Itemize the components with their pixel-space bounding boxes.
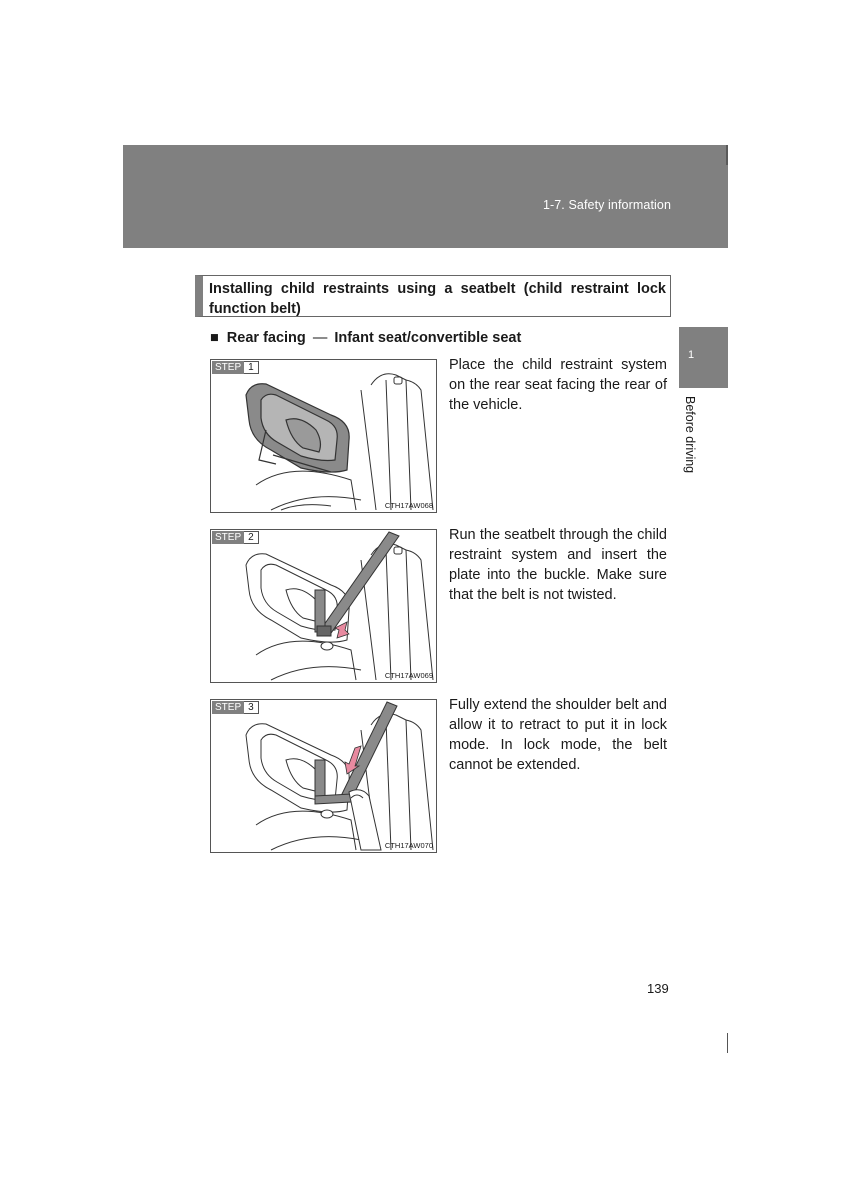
step-badge bbox=[212, 701, 259, 714]
page-rule bbox=[727, 1033, 728, 1053]
figure-code: CTH17AW070 bbox=[384, 841, 433, 850]
child-seat-lock-illustration bbox=[211, 700, 437, 853]
step-word: STEP bbox=[212, 701, 244, 714]
header-band bbox=[123, 145, 728, 248]
figure-code: CTH17AW068 bbox=[384, 501, 433, 510]
subheading bbox=[210, 330, 521, 346]
subheading-dash: — bbox=[312, 330, 328, 346]
page-number: 139 bbox=[647, 981, 669, 996]
step-1-figure bbox=[210, 359, 437, 513]
section-label: 1-7. Safety information bbox=[542, 198, 671, 212]
subheading-part1: Rear facing bbox=[226, 330, 306, 346]
step-number: 1 bbox=[244, 361, 259, 374]
step-badge bbox=[212, 531, 259, 544]
chapter-number: 1 bbox=[688, 349, 695, 361]
step-word: STEP bbox=[212, 361, 244, 374]
section-title: Installing child restraints using a seatbelt (child restraint lock function belt) bbox=[195, 275, 671, 317]
step-2-text: Run the seatbelt through the child restraint system and insert the plate into the buckle. Make sure that the belt is not twisted. bbox=[449, 527, 667, 603]
step-3-figure bbox=[210, 699, 437, 853]
header-tick bbox=[726, 145, 728, 165]
figure-code: CTH17AW069 bbox=[384, 671, 433, 680]
step-number: 3 bbox=[244, 701, 259, 714]
subheading-part2: Infant seat/convertible seat bbox=[334, 330, 522, 346]
step-number: 2 bbox=[244, 531, 259, 544]
child-seat-belt-illustration bbox=[211, 530, 437, 683]
step-1-text: Place the child restraint system on the rear seat facing the rear of the vehicle. bbox=[449, 357, 667, 413]
step-badge bbox=[212, 361, 259, 374]
step-word: STEP bbox=[212, 531, 244, 544]
chapter-tab[interactable] bbox=[679, 327, 728, 388]
child-seat-illustration bbox=[211, 360, 437, 513]
square-bullet-icon: ■ bbox=[210, 330, 219, 346]
chapter-label: Before driving bbox=[683, 396, 697, 474]
step-3-text: Fully extend the shoulder belt and allow it to retract to put it in lock mode. In lock mode, the belt cannot be extended. bbox=[449, 697, 667, 773]
step-2-figure bbox=[210, 529, 437, 683]
